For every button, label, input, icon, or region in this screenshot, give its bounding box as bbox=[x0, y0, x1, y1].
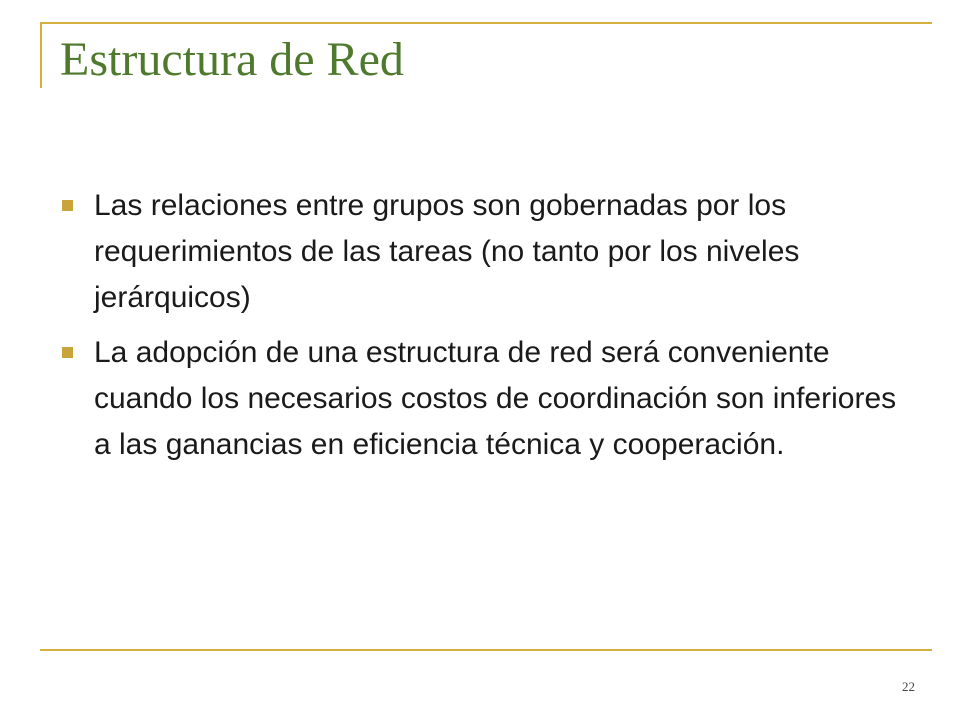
bullet-list bbox=[62, 183, 912, 477]
slide-title: Estructura de Red bbox=[60, 33, 404, 86]
bullet-item bbox=[62, 330, 912, 468]
square-bullet-icon bbox=[62, 347, 73, 358]
bullet-text: Las relaciones entre grupos son gobernadas por los requerimientos de las tareas (no tanto por los niveles jerárquicos) bbox=[94, 189, 800, 314]
top-divider-line bbox=[40, 22, 932, 24]
bullet-text: La adopción de una estructura de red será conveniente cuando los necesarios costos de coordinación son inferiores a las ganancias en eficiencia técnica y cooperación. bbox=[94, 336, 897, 461]
left-accent-line bbox=[40, 22, 42, 88]
page-number: 22 bbox=[902, 679, 915, 694]
bottom-divider-line bbox=[40, 649, 932, 651]
square-bullet-icon bbox=[62, 200, 73, 211]
bullet-item bbox=[62, 183, 912, 321]
